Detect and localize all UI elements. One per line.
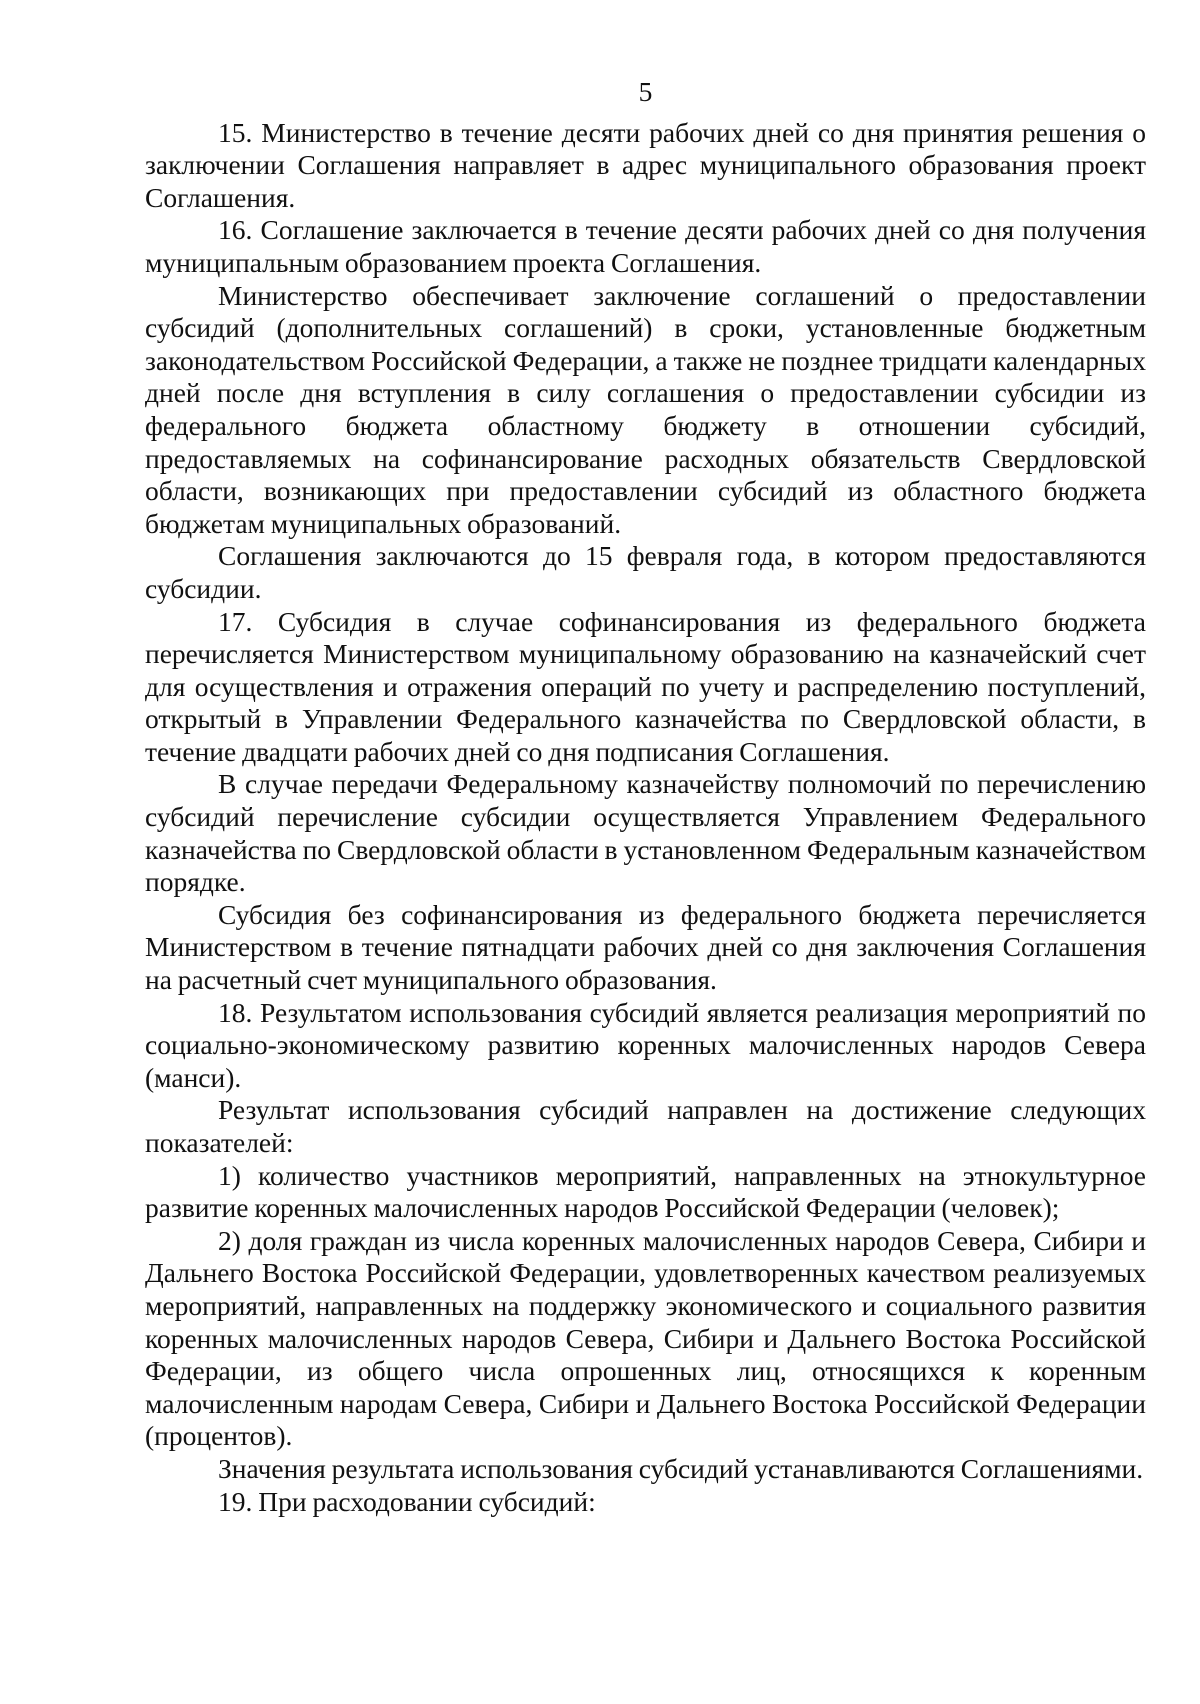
paragraph-16-deadline: Соглашения заключаются до 15 февраля года, в котором предоставляются субсидии.	[145, 540, 1146, 604]
paragraph-16: 16. Соглашение заключается в течение десяти рабочих дней со дня получения муниципальным образованием проекта Соглашения.	[145, 214, 1146, 278]
indicator-2: 2) доля граждан из числа коренных малочисленных народов Севера, Сибири и Дальнего Востока Российской Федерации, удовлетворенных качеством реализуемых мероприятий, направленных на поддержку экономического и социального развития коренных малочисленных народов Севера, Сибири и Дальнего Востока Российской Федерации, из общего числа опрошенных лиц, относящихся к коренным малочисленным народам Севера, Сибири и Дальнего Востока Российской Федерации (процентов).	[145, 1224, 1146, 1452]
page-number: 5	[638, 76, 653, 107]
paragraph-16-ministry-obligations: Министерство обеспечивает заключение соглашений о предоставлении субсидий (дополнительных соглашений) в сроки, установленные бюджетным законодательством Российской Федерации, а также не позднее тридцати календарных дней после дня вступления в силу соглашения о предоставлении субсидии из федерального бюджета областному бюджету в отношении субсидий, предоставляемых на софинансирование расходных обязательств Свердловской области, возникающих при предоставлении субсидий из областного бюджета бюджетам муниципальных образований.	[145, 279, 1146, 539]
paragraph-17: 17. Субсидия в случае софинансирования из федерального бюджета перечисляется Министерством муниципальному образованию на казначейский счет для осуществления и отражения операций по учету и распределению поступлений, открытый в Управлении Федерального казначейства по Свердловской области, в течение двадцати рабочих дней со дня подписания Соглашения.	[145, 605, 1146, 767]
paragraph-18-indicators-intro: Результат использования субсидий направлен на достижение следующих показателей:	[145, 1094, 1146, 1158]
paragraph-18: 18. Результатом использования субсидий является реализация мероприятий по социально-экономическому развитию коренных малочисленных народов Севера (манси).	[145, 996, 1146, 1093]
paragraph-18-values: Значения результата использования субсидий устанавливаются Соглашениями.	[218, 1452, 1144, 1484]
paragraph-17-no-cofinancing: Субсидия без софинансирования из федерального бюджета перечисляется Министерством в течение пятнадцати рабочих дней со дня заключения Соглашения на расчетный счет муниципального образования.	[145, 898, 1146, 996]
paragraph-19: 19. При расходовании субсидий:	[218, 1485, 596, 1517]
paragraph-15: 15. Министерство в течение десяти рабочих дней со дня принятия решения о заключении Соглашения направляет в адрес муниципального образования проект Соглашения.	[145, 116, 1146, 213]
indicator-1: 1) количество участников мероприятий, направленных на этнокультурное развитие коренных малочисленных народов Российской Федерации (человек);	[145, 1159, 1146, 1224]
document-page	[145, 76, 1146, 1518]
paragraph-17-treasury-transfer: В случае передачи Федеральному казначейству полномочий по перечислению субсидий перечисление субсидии осуществляется Управлением Федерального казначейства по Свердловской области в установленном Федеральным казначейством порядке.	[145, 768, 1146, 898]
